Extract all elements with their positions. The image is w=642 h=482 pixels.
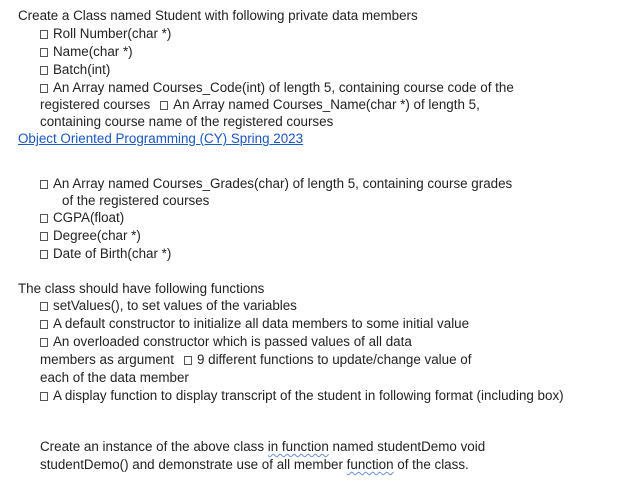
list-item: A default constructor to initialize all data members to some initial value [40, 316, 469, 333]
spellcheck-underline: in function [267, 439, 329, 454]
checkbox-icon [40, 48, 48, 57]
checkbox-icon [40, 66, 48, 75]
list-item: Name(char *) [40, 44, 133, 61]
list-item: An overloaded constructor which is passed values of all data [40, 334, 412, 351]
checkbox-icon [40, 30, 48, 39]
list-item: A display function to display transcript of the student in following format (including box) [40, 388, 564, 405]
checkbox-icon [40, 320, 48, 329]
checkbox-icon [184, 356, 192, 365]
list-item: setValues(), to set values of the variables [40, 298, 297, 315]
list-item: An Array named Courses_Grades(char) of length 5, containing course grades [40, 176, 512, 193]
checkbox-icon [160, 101, 168, 110]
checkbox-icon [40, 84, 48, 93]
list-item: Roll Number(char *) [40, 26, 171, 43]
list-item-continued: of the registered courses [62, 193, 210, 208]
list-item: Batch(int) [40, 62, 110, 79]
checkbox-icon [40, 338, 48, 347]
list-item: An Array named Courses_Code(int) of length 5, containing course code of the [40, 80, 514, 97]
footer-link[interactable]: Object Oriented Programming (CY) Spring 2023 [18, 131, 304, 146]
spellcheck-underline: function [346, 457, 394, 472]
list-item-continued: members as argument 9 different functions to update/change value of [40, 352, 472, 367]
section-heading: The class should have following functions [18, 281, 265, 296]
list-item-continued: each of the data member [40, 370, 189, 385]
list-item-continued: registered courses An Array named Courses_Name(char *) of length 5, [40, 97, 480, 112]
list-item: Degree(char *) [40, 228, 141, 245]
checkbox-icon [40, 180, 48, 189]
checkbox-icon [40, 302, 48, 311]
section-title: Create a Class named Student with following private data members [18, 8, 418, 23]
demo-paragraph-line: studentDemo() and demonstrate use of all member function of the class. [40, 457, 469, 472]
checkbox-icon [40, 232, 48, 241]
list-item: CGPA(float) [40, 210, 124, 227]
checkbox-icon [40, 214, 48, 223]
list-item-continued: containing course name of the registered courses [40, 114, 334, 129]
checkbox-icon [40, 250, 48, 259]
list-item: Date of Birth(char *) [40, 246, 171, 263]
checkbox-icon [40, 392, 48, 401]
demo-paragraph-line: Create an instance of the above class in function named studentDemo void [40, 439, 486, 454]
